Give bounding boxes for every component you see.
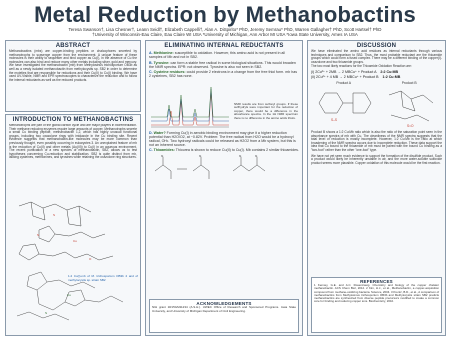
- item-text: can form a stable free radical in some biological situations. This would broaden the NMR spectra. EPR: not observed. Tyrosine is also not seen in SB2.: [149, 60, 296, 69]
- thioamide-structures: [149, 155, 299, 183]
- reductant-item: [149, 61, 299, 69]
- equation-id: (i): [311, 69, 315, 74]
- item-letter: C.: [149, 70, 153, 75]
- affiliations-line: †University of Wisconsin-Eau Claire, Eau Claire WI USA *University of Michigan, Ann Arbor MI USA *Iowa State University, Ames IA USA: [92, 32, 358, 37]
- item-text: could provide 2 electrons in a change from the free thiol form. mb has 2 cysteines, SB2 has none.: [149, 70, 298, 79]
- svg-text:S: S: [255, 154, 258, 158]
- item-text: Forming Cu(I) in aerobic binding environment may give it a higher reduction potential than H2O/O2, at ~0.82V. Problem: The free radical from H2O would be a hydroxyl radical, OH•. Two hydroxyl radicals could be released as H2O2 from a Mb system, but this is not an inherent source.: [149, 130, 296, 147]
- equation-text: 2Cu²⁺ + 2MB → 2 MBCu⁺ + Product A: [315, 69, 377, 74]
- intro-heading: INTRODUCTION TO METHANOBACTINS: [12, 117, 134, 123]
- reductant-item: [149, 70, 299, 78]
- abstract-body: Methanobactins (mbs) are copper-binding peptides or chalcophores secreted by methanotrophs to scavenge copper from the environment. A unique feature of these molecules is their ability to sequester and bind copper as Cu(I), in the absence of Cu the molecules can also bind and reduce many other metals including silver, gold and mercury. We have investigated the methanobactin (mb) from Methylosinus trichosporium OB3b as well as a newly isolated methanobactin from methylocystis sp. SB2 in order to determine the moieties that are responsible for reductions and their Cu(II) to Cu(I) binding. We have used UV-Visible, NMR and EPR spectroscopies to characterize the reduction and to follow the internal reductants as well as the reduced products.: [9, 49, 137, 82]
- svg-text:Cu: Cu: [73, 239, 77, 243]
- reductant-item: [149, 148, 299, 152]
- item-name: Thioamides:: [153, 148, 175, 153]
- product-b-label: Product B: [401, 80, 417, 85]
- discussion-body-2: Product B shows a 1:2 Cu:Mb ratio which is also the ratio of the saturation point seen in the absorbance spectra of mb with Cu. The cleanliness of the NMR spectra suggests that the total level of reduction is mostly incomplete. However, 1:2 Cu:Mb is the ratio at which broadening of the NMR spectra occurs due to incomplete reduction. These data support the idea that Cu bound to the thioamide of mb must be paired with the bound Cu binding as a "two-foot" rather than the other "one-foot" type.: [311, 130, 442, 153]
- abstract-heading: ABSTRACT: [55, 43, 91, 49]
- discussion-heading: DISCUSSION: [356, 43, 397, 49]
- item-name: Tyrosine:: [153, 60, 170, 65]
- item-letter: A.: [149, 51, 153, 55]
- reductant-item: [149, 131, 299, 147]
- product-a-label: Product A: [336, 80, 352, 85]
- nmr-spectra-figure: [149, 81, 231, 129]
- reductant-list: [149, 51, 299, 79]
- item-letter: D.: [149, 130, 153, 135]
- svg-text:S: S: [53, 213, 56, 217]
- intro-figure-caption: 1.2 Cu(I)-mb of M. trichosporium OB3b 2 and of methylocystis sp. strain SB2: [68, 274, 138, 282]
- reductants-heading: ELIMINATING INTERNAL REDUCTANTS: [164, 43, 284, 49]
- item-name: Water?: [153, 130, 166, 135]
- discussion-body-3: We have not yet seen much evidence to support the formation of the disulfide product. Such a product would likely be inherently unstable in air, and the more water-soluble sulfoxide product seems more plausible. Copper oxidation of this molecule would be the first reaction.: [311, 153, 442, 165]
- svg-text:S: S: [161, 154, 164, 158]
- equation-ratio: 1:2 Cu:MB: [382, 74, 401, 79]
- equation-ratio: 2:2 Cu:MB: [380, 69, 399, 74]
- svg-text:S: S: [199, 154, 202, 158]
- item-name: Methionine:: [153, 51, 174, 55]
- equation-text: 2Cu²⁺ + 4 MB → 2 MBCu⁺ + Product B: [316, 74, 379, 79]
- item-letter: B.: [149, 60, 153, 65]
- reductant-item: [149, 51, 299, 59]
- acknowledgements-body: NIH grant 1R15GM11234 (A.S.H.). UWEC Office of Research and Sponsored Programs. Iowa State University, and University of Michigan Department of Civil Engineering.: [152, 305, 296, 313]
- svg-text:N: N: [37, 233, 40, 237]
- mb-structure-figure: [9, 196, 137, 336]
- intro-body: Methanotrophs are part of the global carbon cycle and are major players in bioremediation. Their methane reducing enzymes require large amounts of copper. Methanotrophs secrete a small Cu binding peptide, methanobactin 1,2, which has highly unusual functional groups, including two oxazolone rings with imidazole in the Cu binding site. Recent evidence suggests that methanobactin-like molecules may be more common than previously thought, even possibly occurring in eukaryotes 3. An unexplained feature of mb is the reduction of Cu(II) and other metals (Au(III)) to Cu(I) in an aqueous environment. The recent purification of a new species of methanobactin, SB2, allows us to test hypotheses concerning Cu-reduction and stabilization. SB2 is quite distinct from mb, lacking cysteines, methionines, and tyrosines while retaining the oxazolone ring structures.: [9, 124, 137, 160]
- poster-title: Metal Reduction by Methanobactins: [34, 2, 416, 27]
- references-body: 1 Kenney, G.E. and A.C. Rosenzweig. Chemistry and biology of the copper chelator methanobactin. ACS Chem Biol, 2012. 2 Kim, H.J., et al., Methanobactin, a copper-acquisition compound from methane-oxidizing bacteria. Science, 2004. 3 Krentz, B.D., et al., A comparison of methanobactins from Methylosinus trichosporium OB3b and Methylocystis strain SB2 predicts methanobactins are synthesized from diverse peptide precursors modified to create a common core for binding and reducing copper ions. Biochemistry, 2010.: [314, 283, 440, 304]
- svg-text:Cu: Cu: [67, 293, 71, 297]
- product-structures: [311, 85, 443, 129]
- acknowledgements-heading: ACKNOWLEDGEMENTS: [196, 301, 252, 306]
- authors-line: Teresa Swanson†, Lisa Chesner†, Leann Seidl†, Elizabeth Cappelli†, Alan A. DiSpirito* PhD, Jeremy Semrau* PhD, Warren Gallagher† PhD, Scott Hartsel† PhD: [68, 27, 382, 32]
- intro-panel: [5, 114, 141, 336]
- discussion-body: We have eliminated the amino acid residues as internal reductants through various techniques and comparison to SB2. Thus, the most probable reductant are the thioamide groups which could form a fused complex. There may be a different binding of the copper(I)-oxazolone and two thioamide groups.: [311, 49, 442, 64]
- svg-text:O: O: [89, 257, 92, 261]
- nmr-note: NMR results are from sulfonyl groups. If these sulfhydryls were important for the reduction of copper, there would be a difference in the absorbance spectra. In the 1H NMR spectrum there is no difference in the amino acids thiols.: [234, 102, 298, 120]
- svg-text:S: S: [239, 154, 242, 158]
- reductants-panel: [145, 40, 303, 336]
- item-letter: C.: [149, 148, 153, 153]
- reaction-equation: [311, 75, 442, 80]
- item-text: susceptible to oxidation. However, this amino acid is not present in all samples of Mb and not in SB2.: [149, 51, 286, 60]
- equation-id: (ii): [311, 74, 315, 79]
- item-text: Thiourea is shown to reduce Cu(II) to Cu(I). Mb contains 2 similar thioamides.: [175, 148, 299, 153]
- reaction-equations: [311, 70, 442, 80]
- acknowledgements-box: [149, 299, 299, 333]
- item-name: Cysteine residues:: [153, 70, 186, 75]
- svg-text:S=O: S=O: [407, 124, 414, 129]
- svg-text:S: S: [45, 311, 48, 315]
- discussion-panel: [307, 40, 446, 336]
- svg-text:S–S: S–S: [331, 118, 338, 123]
- abstract-panel: [5, 40, 141, 112]
- references-box: [311, 277, 442, 333]
- references-heading: REFERENCES: [360, 279, 393, 284]
- reductant-list-2: [149, 131, 299, 153]
- author-block: [10, 27, 440, 37]
- scheme-intro: The two most likely reactions for the Thioamide Oxidation Reaction are:: [311, 64, 412, 69]
